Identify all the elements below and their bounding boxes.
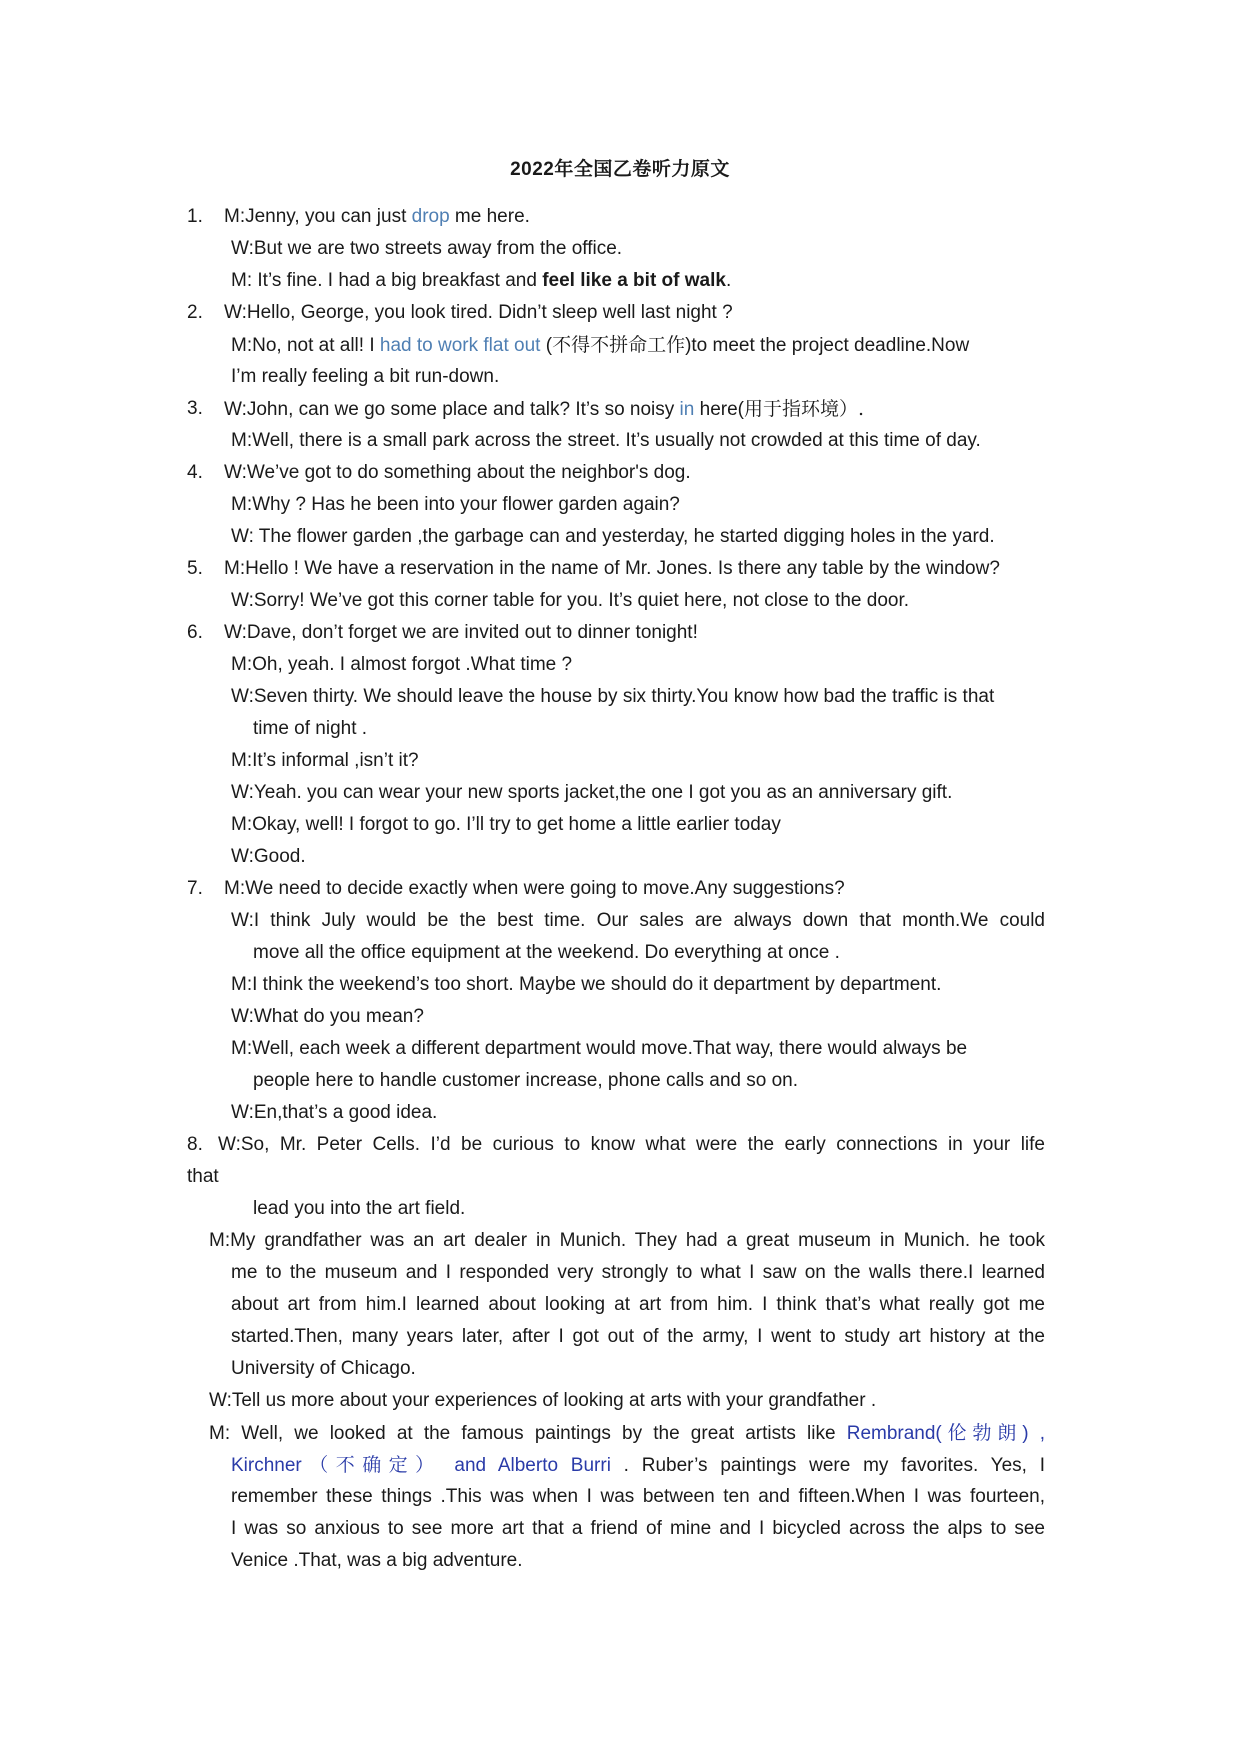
d8-line-13: I was so anxious to see more art that a friend of mine and I bicycled across the alps to see <box>231 1518 1045 1539</box>
d6-line-8: W:Good. <box>231 846 306 867</box>
highlight-alberto-burri: and Alberto Burri <box>441 1455 611 1476</box>
d6-line-1: W:Dave, don’t forget we are invited out to dinner tonight! <box>224 622 698 643</box>
d8-line-7: started.Then, many years later, after I got out of the army, I went to study art history at the <box>231 1326 1045 1347</box>
d8-line-1: W:So, Mr. Peter Cells. I’d be curious to know what were the early connections in your life <box>218 1134 1045 1155</box>
d2-line-2: M:No, not at all! I had to work flat out (不得不拼命工作)to meet the project deadline.Now <box>231 334 970 356</box>
d7-line-7: people here to handle customer increase, phone calls and so on. <box>253 1070 799 1091</box>
item-number-4: 4. <box>187 462 203 483</box>
d6-line-3: W:Seven thirty. We should leave the house by six thirty.You know how bad the traffic is that <box>231 686 995 707</box>
d7-line-3: move all the office equipment at the weekend. Do everything at once . <box>253 942 840 963</box>
d4-line-3: W: The flower garden ,the garbage can and yesterday, he started digging holes in the yard. <box>231 526 995 547</box>
d8-line-4: M:My grandfather was an art dealer in Munich. They had a great museum in Munich. he took <box>209 1230 1045 1251</box>
item-number-2: 2. <box>187 302 203 323</box>
d5-line-2: W:Sorry! We’ve got this corner table for you. It’s quiet here, not close to the door. <box>231 590 910 611</box>
item-number-8: 8. <box>187 1134 203 1155</box>
d3-line-2: M:Well, there is a small park across the street. It’s usually not crowded at this time of day. <box>231 430 981 451</box>
highlight-kirchner: Kirchner <box>231 1455 302 1476</box>
d8-line-6: about art from him.I learned about looking at art from him. I think that’s what really got me <box>231 1294 1045 1315</box>
d7-line-2: W:I think July would be the best time. Our sales are always down that month.We could <box>231 910 1045 931</box>
d4-line-1: W:We’ve got to do something about the neighbor's dog. <box>224 462 691 483</box>
d4-line-2: M:Why ? Has he been into your flower garden again? <box>231 494 680 515</box>
d1-line-2: W:But we are two streets away from the office. <box>231 238 623 259</box>
d2-line-1: W:Hello, George, you look tired. Didn’t sleep well last night ? <box>224 302 733 323</box>
page-title: 2022年全国乙卷听力原文 <box>510 159 730 180</box>
highlight-work-flat-out: had to work flat out <box>379 335 541 356</box>
d6-line-4: time of night . <box>253 718 368 739</box>
d6-line-6: W:Yeah. you can wear your new sports jacket,the one I got you as an anniversary gift. <box>231 782 953 803</box>
bold-phrase: feel like a bit of walk <box>542 270 726 291</box>
d8-line-14: Venice .That, was a big adventure. <box>231 1550 523 1571</box>
d8-line-10: M: Well, we looked at the famous paintings by the great artists like Rembrand(伦勃朗) , <box>209 1422 1045 1444</box>
item-number-1: 1. <box>187 206 203 227</box>
highlight-rembrand: Rembrand(伦勃朗) , <box>846 1422 1045 1444</box>
d8-line-2: that <box>187 1166 219 1187</box>
d8-line-5: me to the museum and I responded very strongly to what I saw on the walls there.I learned <box>231 1262 1045 1283</box>
d6-line-2: M:Oh, yeah. I almost forgot .What time ? <box>231 654 573 675</box>
d6-line-5: M:It’s informal ,isn’t it? <box>231 750 419 771</box>
d7-line-5: W:What do you mean? <box>231 1006 424 1027</box>
d7-line-1: M:We need to decide exactly when were going to move.Any suggestions? <box>224 878 845 899</box>
d2-line-3: I’m really feeling a bit run-down. <box>231 366 500 387</box>
d6-line-7: M:Okay, well! I forgot to go. I’ll try to get home a little earlier today <box>231 814 781 835</box>
d8-line-12: remember these things .This was when I was between ten and fifteen.When I was fourteen, <box>231 1486 1045 1507</box>
d8-line-11: Kirchner（不确定） and Alberto Burri . Ruber’s paintings were my favorites. Yes, I <box>231 1454 1045 1476</box>
highlight-drop: drop <box>411 206 450 227</box>
d8-line-8: University of Chicago. <box>231 1358 416 1379</box>
d8-line-3: lead you into the art field. <box>253 1198 466 1219</box>
d5-line-1: M:Hello ! We have a reservation in the name of Mr. Jones. Is there any table by the window? <box>224 558 1000 579</box>
d3-line-1: W:John, can we go some place and talk? It’s so noisy in here(用于指环境）. <box>224 398 865 420</box>
item-number-6: 6. <box>187 622 203 643</box>
d1-line-1: M:Jenny, you can just drop me here. <box>224 206 530 227</box>
d8-line-9: W:Tell us more about your experiences of looking at arts with your grandfather . <box>209 1390 877 1411</box>
d7-line-4: M:I think the weekend’s too short. Maybe we should do it department by department. <box>231 974 942 995</box>
d7-line-8: W:En,that’s a good idea. <box>231 1102 438 1123</box>
d7-line-6: M:Well, each week a different department would move.That way, there would always be <box>231 1038 968 1059</box>
highlight-in: in <box>679 399 695 420</box>
d1-line-3: M: It’s fine. I had a big breakfast and feel like a bit of walk. <box>231 270 732 291</box>
item-number-3: 3. <box>187 398 203 419</box>
item-number-5: 5. <box>187 558 203 579</box>
item-number-7: 7. <box>187 878 203 899</box>
